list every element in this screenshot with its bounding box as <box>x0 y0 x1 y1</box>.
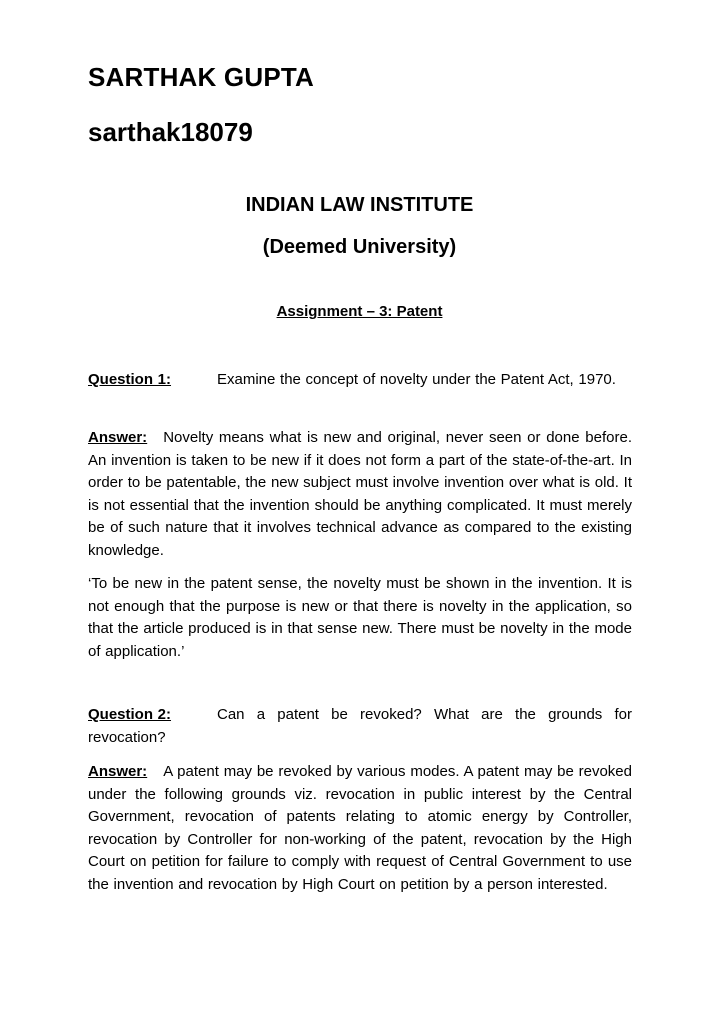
institute-subtitle: (Deemed University) <box>262 236 457 258</box>
question-1 <box>88 369 632 392</box>
question-2-text: Can a patent be revoked? What are the grounds for revocation? <box>88 706 632 746</box>
answer-2-text: A patent may be revoked by various modes. A patent may be revoked under the following grounds viz. revocation in public interest by the Central Government, revocation of patents relating to atomic energy by Controller, revocation by Controller for non-working of the patent, revocation by the High Court on petition for failure to comply with request of Central Government to use the invention and revocation by High Court on petition by a person interested. <box>88 763 632 893</box>
assignment-title-text: Assignment – 3: Patent <box>276 303 443 320</box>
answer-1 <box>88 427 632 563</box>
author-name: SARTHAK GUPTA <box>88 62 314 92</box>
assignment-title <box>0 303 719 320</box>
question-1-text: Examine the concept of novelty under the Patent Act, 1970. <box>217 371 616 388</box>
question-1-label: Question 1: <box>88 371 172 388</box>
answer-1-text: Novelty means what is new and original, never seen or done before. An invention is taken to be new if it does not form a part of the state-of-the-art. In order to be patentable, the new subject must involve invention over what is old. It is not essential that the invention should be anything complicated. It must merely be of such nature that it involves technical advance as compared to the existing knowledge. <box>88 429 632 559</box>
question-2 <box>88 704 632 749</box>
institute-name: INDIAN LAW INSTITUTE <box>245 194 474 216</box>
author-id: sarthak18079 <box>88 117 253 147</box>
question-2-label: Question 2: <box>88 706 172 723</box>
answer-1-quote: ‘To be new in the patent sense, the novelty must be shown in the invention. It is not enough that the purpose is new or that there is novelty in the application, so that the article produced is in that sense new. There must be novelty in the mode of application.’ <box>88 575 632 660</box>
answer-2 <box>88 761 632 897</box>
answer-2-label: Answer: <box>88 763 148 780</box>
answer-1-label: Answer: <box>88 429 148 446</box>
